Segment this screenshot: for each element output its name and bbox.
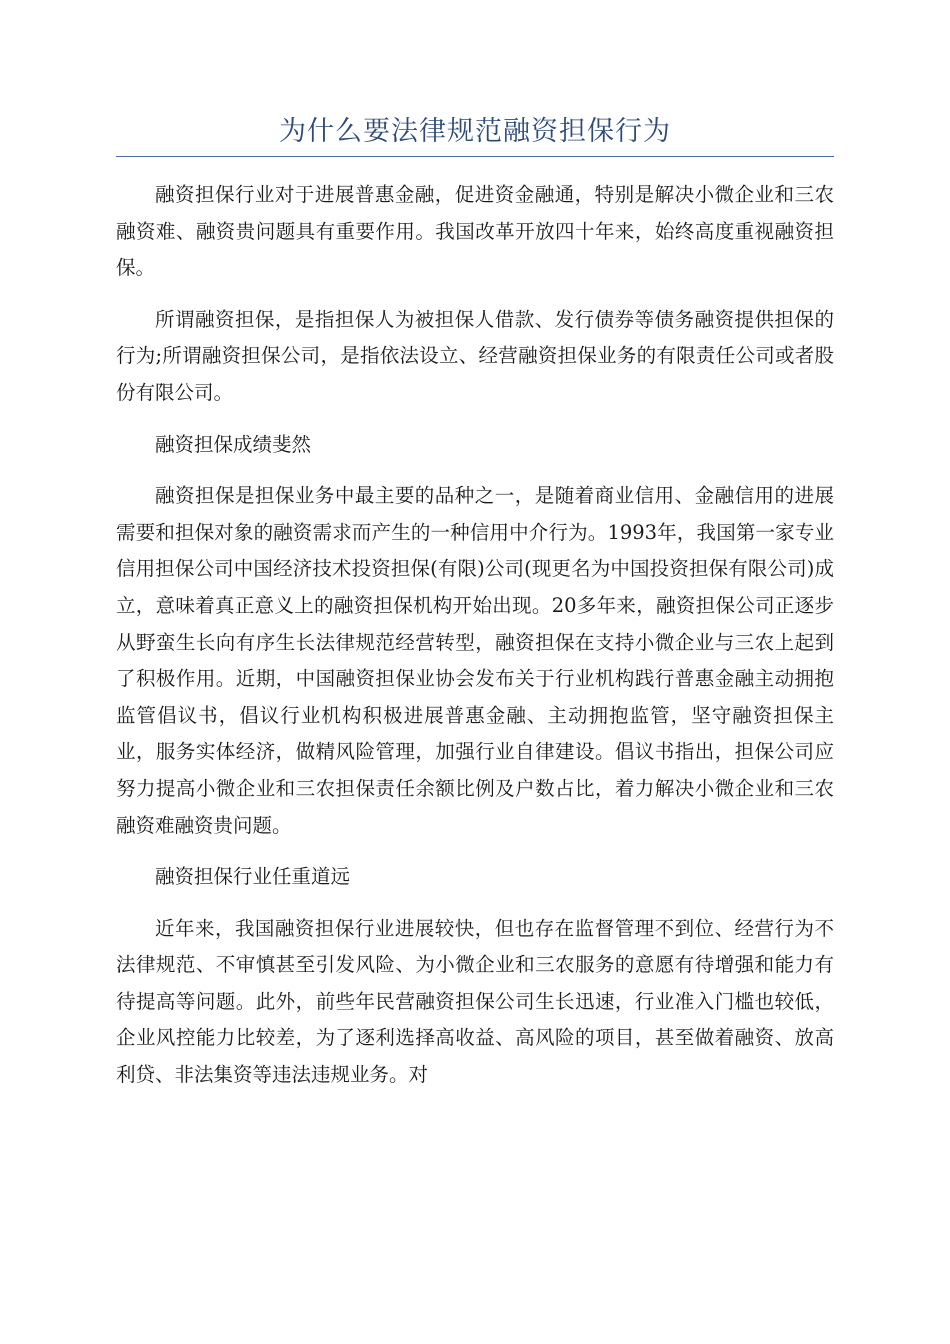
paragraph-definition: 所谓融资担保，是指担保人为被担保人借款、发行债券等债务融资提供担保的行为;所谓融资担保公司，是指依法设立、经营融资担保业务的有限责任公司或者股份有限公司。 <box>116 307 834 404</box>
document-title: 为什么要法律规范融资担保行为 <box>116 112 834 157</box>
paragraph-challenges: 近年来，我国融资担保行业进展较快，但也存在监督管理不到位、经营行为不法律规范、不审慎甚至引发风险、为小微企业和三农服务的意愿有待增强和能力有待提高等问题。此外，前些年民营融资担保公司生长迅速，行业准入门槛也较低，企业风控能力比较差，为了逐利选择高收益、高风险的项目，甚至做着融资、放高利贷、非法集资等违法违规业务。对 <box>116 916 834 1087</box>
paragraph-intro: 融资担保行业对于进展普惠金融，促进资金融通，特别是解决小微企业和三农融资难、融资贵问题具有重要作用。我国改革开放四十年来，始终高度重视融资担保。 <box>116 183 834 280</box>
document-page <box>116 112 834 1109</box>
section-heading-achievements: 融资担保成绩斐然 <box>155 432 312 456</box>
section-heading-challenges: 融资担保行业任重道远 <box>155 865 351 889</box>
paragraph-achievements: 融资担保是担保业务中最主要的品种之一，是随着商业信用、金融信用的进展需要和担保对象的融资需求而产生的一种信用中介行为。1993年，我国第一家专业信用担保公司中国经济技术投资担保(有限)公司(现更名为中国投资担保有限公司)成立，意味着真正意义上的融资担保机构开始出现。20多年来，融资担保公司正逐步从野蛮生长向有序生长法律规范经营转型，融资担保在支持小微企业与三农上起到了积极作用。近期，中国融资担保业协会发布关于行业机构践行普惠金融主动拥抱监管倡议书，倡议行业机构积极进展普惠金融、主动拥抱监管，坚守融资担保主业，服务实体经济，做精风险管理，加强行业自律建设。倡议书指出，担保公司应努力提高小微企业和三农担保责任余额比例及户数占比，着力解决小微企业和三农融资难融资贵问题。 <box>116 484 834 837</box>
